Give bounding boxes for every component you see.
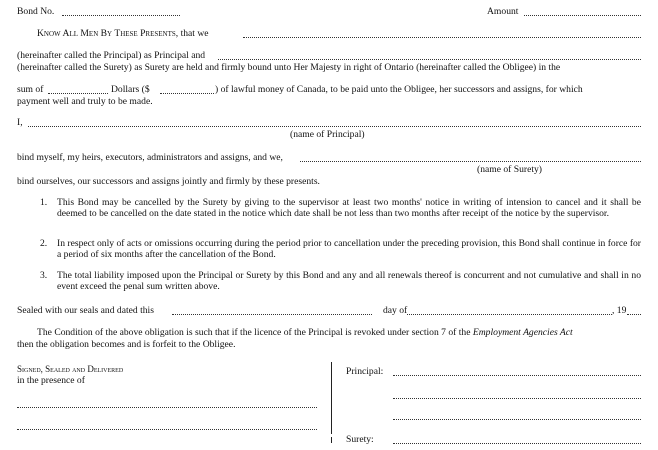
clause-3-text: The total liability imposed upon the Principal or Surety by this Bond and any and all renewals thereof is concurrent and not cumulative and shall in no event exceed the penal sum written above. <box>57 270 641 292</box>
dollars-label: Dollars ($ <box>111 84 150 95</box>
surety-bind-field[interactable] <box>300 161 641 162</box>
year-prefix: , 19 <box>612 305 627 316</box>
sealed-day-field[interactable] <box>172 314 372 315</box>
i-label: I, <box>17 117 23 128</box>
bind-ourselves-text: bind ourselves, our successors and assigns jointly and firmly by these presents. <box>17 176 320 187</box>
clause-1-text: This Bond may be cancelled by the Surety by giving to the supervisor at least two months' notice in writing of intension to cancel and it shall be deemed to be cancelled on the date stated in the notice which date shall be not less than two months after receipt of the notice by the supervisor. <box>57 197 641 219</box>
surety-sign-line[interactable] <box>393 443 641 444</box>
sealed-year-field[interactable] <box>627 314 641 315</box>
condition-text: The Condition of the above obligation is such that if the licence of the Principal is revoked under section 7 of the <box>37 327 471 338</box>
day-of-label: day of <box>383 305 408 316</box>
name-of-principal-caption: (name of Principal) <box>290 129 365 140</box>
lawful-money-text: ) of lawful money of Canada, to be paid unto the Obligee, her successors and assigns, for which <box>215 84 583 95</box>
act-name: Employment Agencies Act <box>472 327 573 338</box>
sealed-text: Sealed with our seals and dated this <box>17 305 154 316</box>
signed-sealed-heading: Signed, Sealed and Delivered <box>17 364 124 374</box>
clause-1-number: 1. <box>40 197 48 208</box>
principal-sign-line-1[interactable] <box>393 375 641 376</box>
surety-sign-label: Surety: <box>346 434 374 445</box>
amount-label: Amount <box>487 6 519 17</box>
clause-2-number: 2. <box>40 238 48 249</box>
clause-2-text: In respect only of acts or omissions occurring during the period prior to cancellation under the preceding provision, this Bond shall continue in force for a period of six months after the cancellation of the Bond. <box>57 238 641 260</box>
know-all-line <box>37 28 209 39</box>
condition-line-1 <box>37 327 573 338</box>
principal-sign-label: Principal: <box>346 366 384 377</box>
sealed-month-field[interactable] <box>407 314 612 315</box>
sum-words-field[interactable] <box>48 93 108 94</box>
clause-3-number: 3. <box>40 270 48 281</box>
bond-no-label: Bond No. <box>17 6 55 17</box>
witness-line-2[interactable] <box>17 429 317 430</box>
principal-sign-line-2[interactable] <box>393 398 641 399</box>
sum-of-label: sum of <box>17 84 44 95</box>
signature-divider <box>331 362 332 434</box>
name-of-surety-caption: (name of Surety) <box>477 164 543 175</box>
amount-field[interactable] <box>524 15 641 16</box>
bind-myself-text: bind myself, my heirs, executors, administrators and assigns, and we, <box>17 152 283 163</box>
principal-name-field[interactable] <box>243 37 641 38</box>
surety-line-text: (hereinafter called the Surety) as Surety are held and firmly bound unto Her Majesty in right of Ontario (hereinafter called the Obligee) in the <box>17 62 561 73</box>
bond-no-field[interactable] <box>62 15 180 16</box>
witness-line-1[interactable] <box>17 407 317 408</box>
i-principal-field[interactable] <box>28 126 641 127</box>
in-presence-text: in the presence of <box>17 375 85 386</box>
condition-line-2: then the obligation becomes and is forfeit to the Obligee. <box>17 339 236 350</box>
principal-sign-line-3[interactable] <box>393 419 641 420</box>
surety-name-field[interactable] <box>218 59 641 60</box>
that-we-text: , that we <box>175 28 209 39</box>
know-all-heading: Know All Men By These Presents <box>37 28 176 39</box>
signature-divider-dash <box>331 437 332 443</box>
payment-text: payment well and truly to be made. <box>17 96 153 107</box>
principal-line-text: (hereinafter called the Principal) as Principal and <box>17 50 206 61</box>
sum-amount-field[interactable] <box>160 93 214 94</box>
